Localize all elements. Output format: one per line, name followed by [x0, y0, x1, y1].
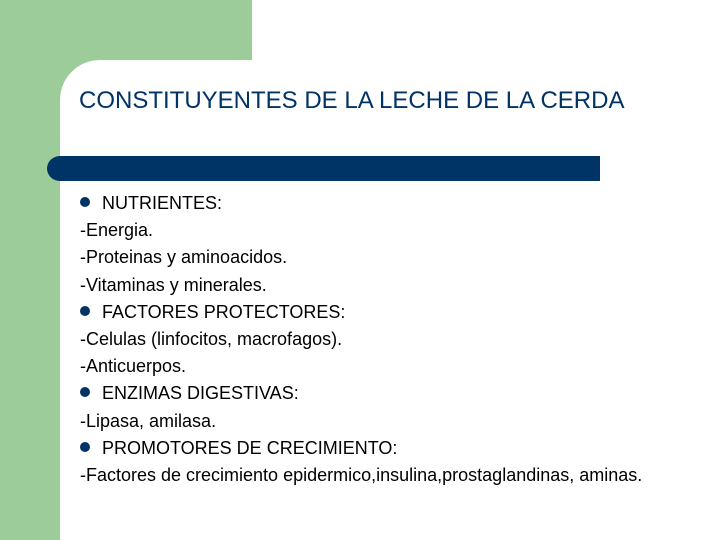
promotores-heading: PROMOTORES DE CRECIMIENTO: — [102, 437, 398, 458]
bullet-promotores — [80, 435, 705, 462]
bullet-dot-icon — [80, 387, 90, 397]
bullet-dot-icon — [80, 442, 90, 452]
bullet-factores-protectores — [80, 299, 705, 326]
bullet-dot-icon — [80, 197, 90, 207]
text-celulas: -Celulas (linfocitos, macrofagos). — [80, 329, 343, 350]
title-underline-bar — [60, 156, 600, 181]
bullet-dot-icon — [80, 306, 90, 316]
text-factores-crecimiento: -Factores de crecimiento epidermico,insulina,prostaglandinas, aminas. — [80, 465, 643, 486]
bullet-nutrientes — [80, 190, 705, 217]
enzimas-heading: ENZIMAS DIGESTIVAS: — [102, 383, 299, 404]
text-proteinas: -Proteinas y aminoacidos. — [80, 247, 288, 268]
factores-heading: FACTORES PROTECTORES: — [102, 301, 346, 322]
bullet-enzimas — [80, 380, 705, 407]
text-energia: -Energia. — [80, 220, 154, 241]
slide-title: CONSTITUYENTES DE LA LECHE DE LA CERDA — [79, 87, 625, 114]
text-anticuerpos: -Anticuerpos. — [80, 356, 187, 377]
text-vitaminas: -Vitaminas y minerales. — [80, 274, 267, 295]
text-lipasa: -Lipasa, amilasa. — [80, 410, 217, 431]
nutrientes-heading: NUTRIENTES: — [102, 193, 223, 213]
slide-body — [80, 190, 705, 489]
